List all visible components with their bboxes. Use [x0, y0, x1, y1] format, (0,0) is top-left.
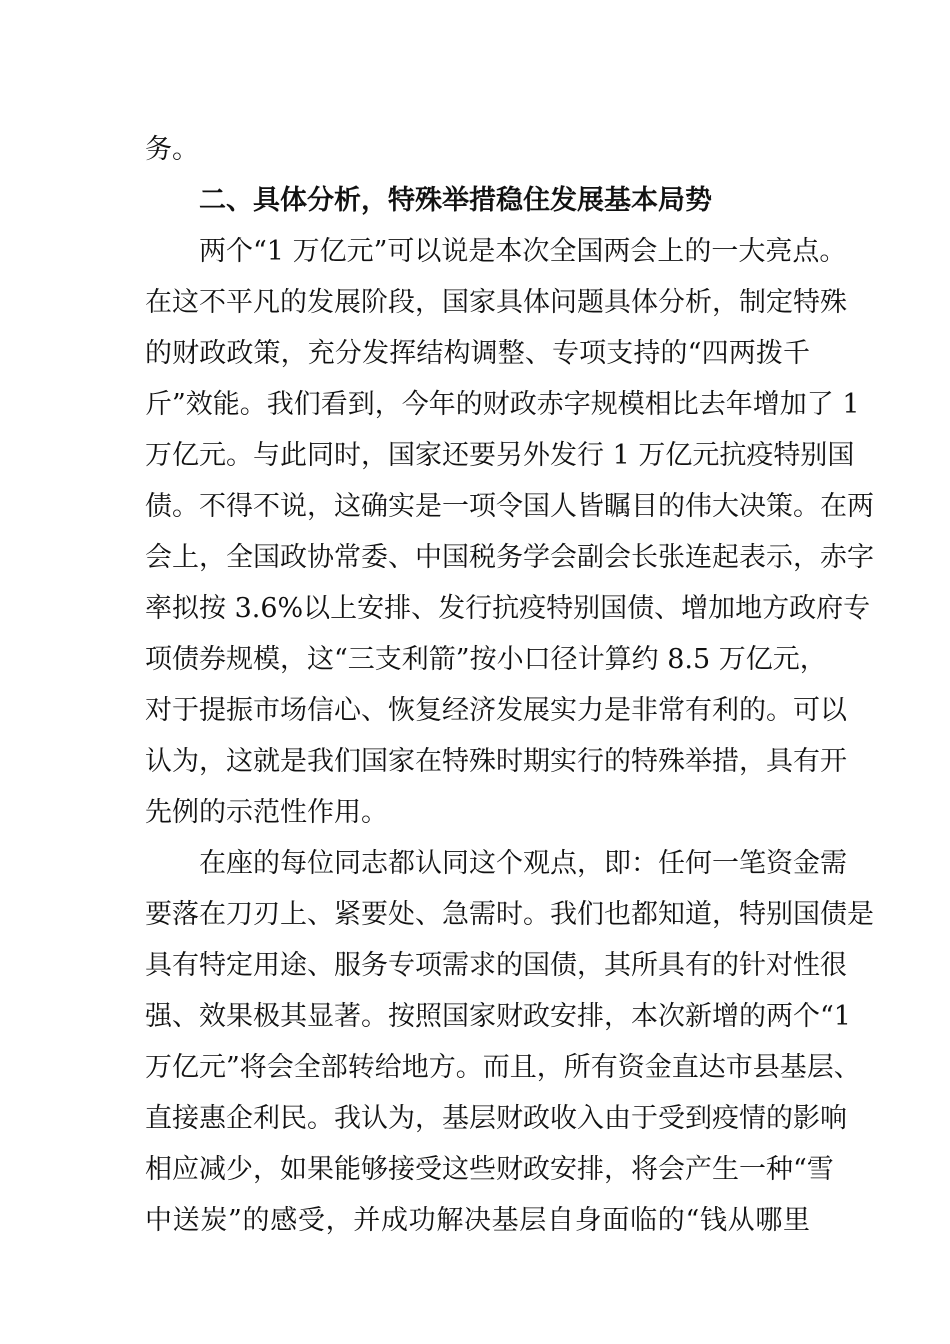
paragraph-line: 项债券规模，这“三支利箭”按小口径计算约 8.5 万亿元， [145, 644, 827, 675]
paragraph-line: 认为，这就是我们国家在特殊时期实行的特殊举措，具有开 [145, 746, 847, 777]
paragraph-line: 务。 [145, 134, 199, 165]
paragraph-line: 强、效果极其显著。按照国家财政安排，本次新增的两个“1 [145, 1001, 851, 1032]
paragraph-line: 万亿元。与此同时，国家还要另外发行 1 万亿元抗疫特别国 [145, 440, 855, 471]
paragraph-line: 率拟按 3.6%以上安排、发行抗疫特别国债、增加地方政府专 [145, 593, 871, 624]
paragraph-line: 对于提振市场信心、恢复经济发展实力是非常有利的。可以 [145, 695, 847, 726]
paragraph-line: 两个“1 万亿元”可以说是本次全国两会上的一大亮点。 [199, 236, 847, 267]
paragraph-line: 在这不平凡的发展阶段，国家具体问题具体分析，制定特殊 [145, 287, 847, 318]
section-heading: 二、具体分析，特殊举措稳住发展基本局势 [199, 185, 712, 216]
paragraph-line: 斤”效能。我们看到，今年的财政赤字规模相比去年增加了 1 [145, 389, 860, 420]
paragraph-line: 中送炭”的感受，并成功解决基层自身面临的“钱从哪里 [145, 1205, 810, 1236]
paragraph-line: 万亿元”将会全部转给地方。而且，所有资金直达市县基层、 [145, 1052, 861, 1083]
paragraph-line: 具有特定用途、服务专项需求的国债，其所具有的针对性很 [145, 950, 847, 981]
paragraph-line: 直接惠企利民。我认为，基层财政收入由于受到疫情的影响 [145, 1103, 847, 1134]
paragraph-line: 会上，全国政协常委、中国税务学会副会长张连起表示，赤字 [145, 542, 874, 573]
paragraph-line: 要落在刀刃上、紧要处、急需时。我们也都知道，特别国债是 [145, 899, 874, 930]
paragraph-line: 相应减少，如果能够接受这些财政安排，将会产生一种“雪 [145, 1154, 834, 1185]
paragraph-line: 的财政政策，充分发挥结构调整、专项支持的“四两拨千 [145, 338, 810, 369]
paragraph-line: 债。不得不说，这确实是一项令国人皆瞩目的伟大决策。在两 [145, 491, 874, 522]
paragraph-line: 先例的示范性作用。 [145, 797, 388, 828]
paragraph-line: 在座的每位同志都认同这个观点，即：任何一笔资金需 [199, 848, 847, 879]
